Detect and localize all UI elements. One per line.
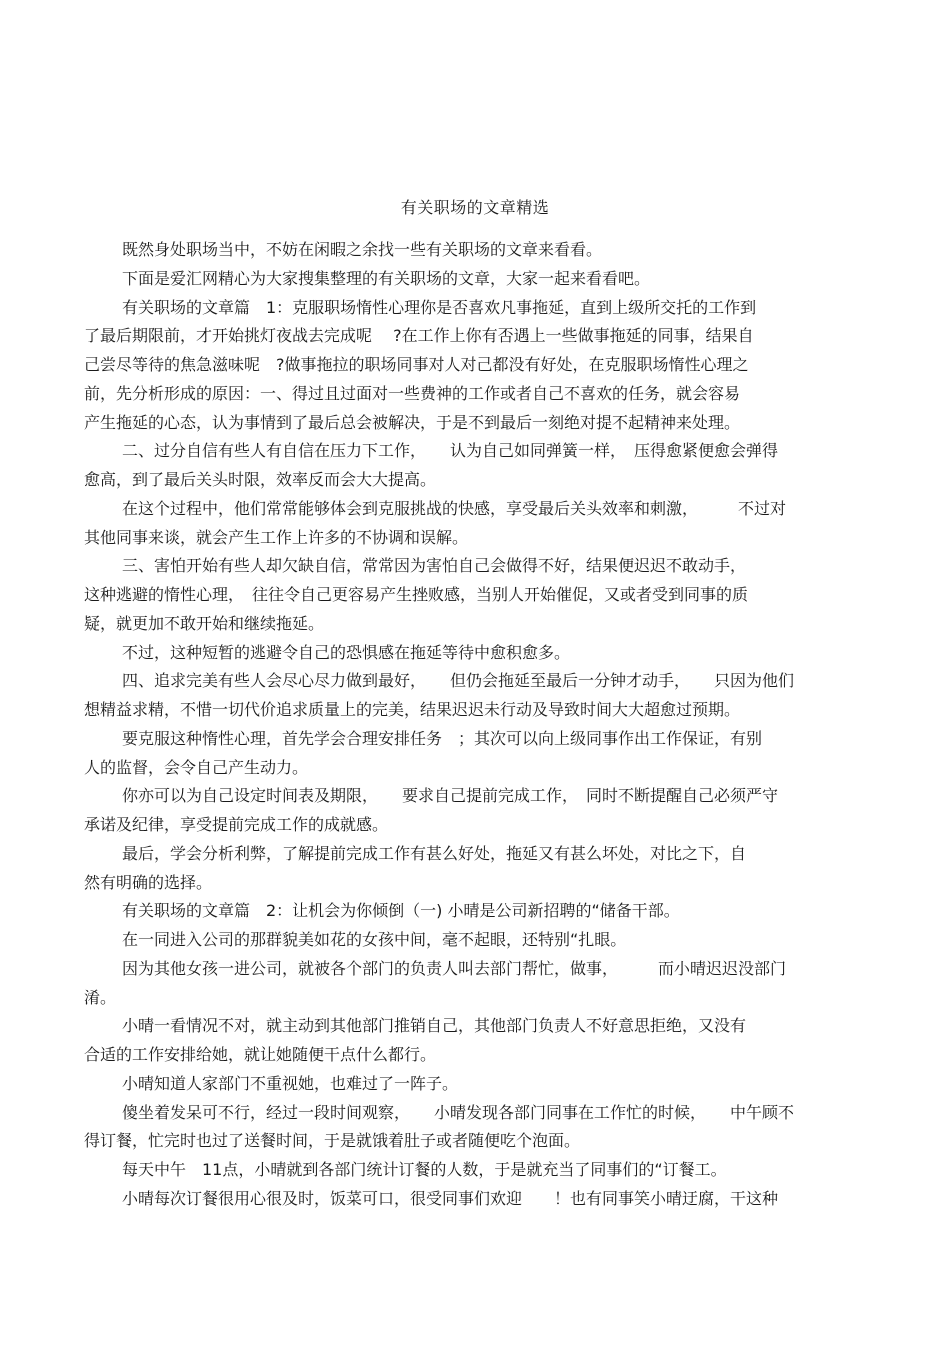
text-line: 得订餐，忙完时也过了送餐时间，于是就饿着肚子或者随便吃个泡面。 [84,1131,581,1151]
text-line: 合适的工作安排给她，就让她随便干点什么都行。 [84,1045,437,1064]
text-line: 要克服这种惰性心理，首先学会合理安排任务 ；其次可以向上级同事作出工作保证，有别 [122,728,763,748]
text-line: 前，先分析形成的原因：一、得过且过面对一些费神的工作或者自己不喜欢的任务，就会容易 [84,383,741,403]
text-line: 下面是爱汇网精心为大家搜集整理的有关职场的文章，大家一起来看看吧。 [122,268,651,288]
text-line: 其他同事来谈，就会产生工作上许多的不协调和误解。 [84,527,469,547]
text-line: 有关职场的文章篇 2：让机会为你倾倒（一) 小晴是公司新招聘的“储备干部。 [122,901,680,921]
text-line: 承诺及纪律，享受提前完成工作的成就感。 [84,815,389,834]
text-line: 疑，就更加不敢开始和继续拖延。 [84,613,325,633]
text-line: 了最后期限前，才开始挑灯夜战去完成呢 ?在工作上你有否遇上一些做事拖延的同事，结果自 [84,326,754,346]
text-line: 这种逃避的惰性心理， 往往令自己更容易产生挫败感，当别人开始催促，又或者受到同事的质 [84,585,749,604]
text-line: 四、追求完美有些人会尽心尽力做到最好， 但仍会拖延至最后一分钟才动手， 只因为他们 [122,671,795,691]
text-line: 三、害怕开始有些人却欠缺自信，常常因为害怕自己会做得不好，结果便迟迟不敢动手， [122,556,747,576]
text-line: 在一同进入公司的那群貌美如花的女孩中间，毫不起眼，还特别“扎眼。 [122,930,627,949]
document-title: 有关职场的文章精选 [400,198,550,217]
text-line: 人的监督，会令自己产生动力。 [84,757,309,777]
text-line: 在这个过程中，他们常常能够体会到克服挑战的快感，享受最后关头效率和刺激， 不过对 [122,498,787,518]
text-line: 最后，学会分析利弊，了解提前完成工作有甚么好处，拖延又有甚么坏处，对比之下，自 [122,843,747,863]
text-line: 愈高，到了最后关头时限，效率反而会大大提高。 [84,470,437,489]
text-line: 小晴知道人家部门不重视她，也难过了一阵子。 [122,1073,459,1093]
text-line: 因为其他女孩一进公司，就被各个部门的负责人叫去部门帮忙，做事， 而小晴迟迟没部门 [122,958,787,978]
text-line: 产生拖延的心态，认为事情到了最后总会被解决，于是不到最后一刻绝对提不起精神来处理。 [84,412,741,432]
text-line: 然有明确的选择。 [84,872,213,892]
text-line: 小晴一看情况不对，就主动到其他部门推销自己，其他部门负责人不好意思拒绝，又没有 [122,1016,747,1036]
document-body [84,236,866,1214]
text-line: 有关职场的文章篇 1：克服职场惰性心理你是否喜欢凡事拖延，直到上级所交托的工作到 [122,297,757,317]
text-line: 己尝尽等待的焦急滋味呢 ?做事拖拉的职场同事对人对己都没有好处，在克服职场惰性心理之 [84,355,749,374]
text-line: 小晴每次订餐很用心很及时，饭菜可口，很受同事们欢迎 ！也有同事笑小晴迂腐，干这种 [122,1188,779,1208]
text-line: 想精益求精，不惜一切代价追求质量上的完美，结果迟迟未行动及导致时间大大超愈过预期。 [84,700,741,719]
text-line: 不过，这种短暂的逃避令自己的恐惧感在拖延等待中愈积愈多。 [122,642,571,662]
text-line: 每天中午 11点，小晴就到各部门统计订餐的人数，于是就充当了同事们的“订餐工。 [122,1160,727,1179]
text-line: 傻坐着发呆可不行，经过一段时间观察， 小晴发现各部门同事在工作忙的时候， 中午顾不 [122,1102,795,1122]
text-line: 二、过分自信有些人有自信在压力下工作， 认为自己如同弹簧一样， 压得愈紧便愈会弹得 [122,441,779,461]
text-line: 淆。 [84,987,117,1007]
text-line: 你亦可以为自己设定时间表及期限， 要求自己提前完成工作， 同时不断提醒自己必须严守 [122,786,779,806]
text-line: 既然身处职场当中，不妨在闲暇之余找一些有关职场的文章来看看。 [122,240,603,259]
